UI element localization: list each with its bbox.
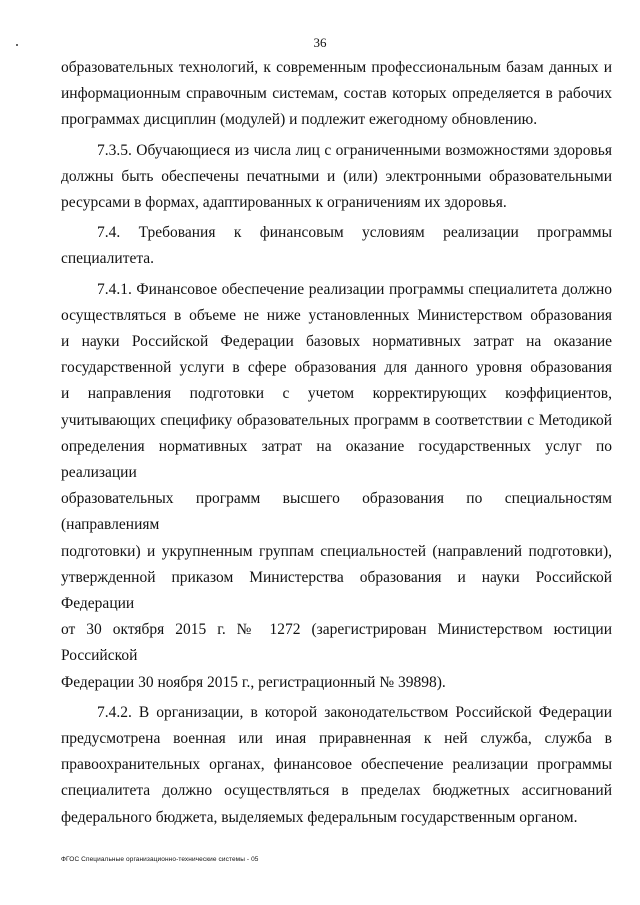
text-line: образовательных технологий, к современным профессиональным базам данных и — [61, 59, 612, 76]
text-line: подготовки) и укрупненным группам специальностей (направлений подготовки), — [61, 542, 612, 560]
text-line: правоохранительных органах, финансовое обеспечение реализации программы — [61, 756, 612, 774]
text-line: информационным справочным системам, состав которых определяется в рабочих — [61, 85, 612, 103]
text-line: государственной услуги в сфере образования для данного уровня образования — [61, 359, 612, 377]
text-line: 7.4. Требования к финансовым условиям реализации программы специалитета. — [61, 224, 612, 268]
text-line: определения нормативных затрат на оказание государственных услуг по реализации — [61, 437, 612, 482]
paragraph-continuation — [61, 55, 612, 134]
paragraph-7-4 — [61, 220, 612, 272]
text-line: Федерации 30 ноября 2015 г., регистрационный № 39898). — [61, 673, 446, 691]
text-line: осуществляться в объеме не ниже установленных Министерством образования — [61, 306, 612, 324]
page-footer: ФГОС Специальные организационно-технические системы - 05 — [61, 856, 259, 863]
paragraph-7-4-2 — [61, 700, 612, 831]
page-number: 36 — [313, 35, 327, 50]
text-line: специалитета должно осуществляться в пределах бюджетных ассигнований — [61, 782, 612, 800]
text-line: учитывающих специфику образовательных программ в соответствии с Методикой — [61, 411, 612, 429]
text-line: 7.4.1. Финансовое обеспечение реализации программы специалитета должно — [97, 280, 612, 298]
text-line: от 30 октября 2015 г. № 1272 (зарегистрирован Министерством юстиции Российской — [61, 621, 612, 665]
text-line: и направления подготовки с учетом корректирующих коэффициентов, — [61, 385, 612, 403]
text-line: программах дисциплин (модулей) и подлежит ежегодному обновлению. — [61, 111, 538, 129]
text-line: 7.3.5. Обучающиеся из числа лиц с ограниченными возможностями здоровья — [97, 141, 612, 159]
text-line: утвержденной приказом Министерства образования и науки Российской Федерации — [61, 568, 612, 613]
text-line: и науки Российской Федерации базовых нормативных затрат на оказание — [61, 333, 612, 351]
text-line: 7.4.2. В организации, в которой законодательством Российской Федерации — [97, 703, 612, 721]
text-line: ресурсами в формах, адаптированных к ограничениям их здоровья. — [61, 194, 507, 212]
document-body — [61, 55, 612, 831]
paragraph-7-3-5 — [61, 138, 612, 217]
text-line: образовательных программ высшего образования по специальностям (направлениям — [61, 490, 612, 534]
text-line: предусмотрена военная или иная приравненная к ней служба, служба в — [61, 730, 612, 748]
text-line: должны быть обеспечены печатными и (или) электронными образовательными — [61, 167, 612, 185]
text-line: федерального бюджета, выделяемых федеральным государственным органом. — [61, 808, 578, 826]
paragraph-7-4-1 — [61, 277, 612, 696]
